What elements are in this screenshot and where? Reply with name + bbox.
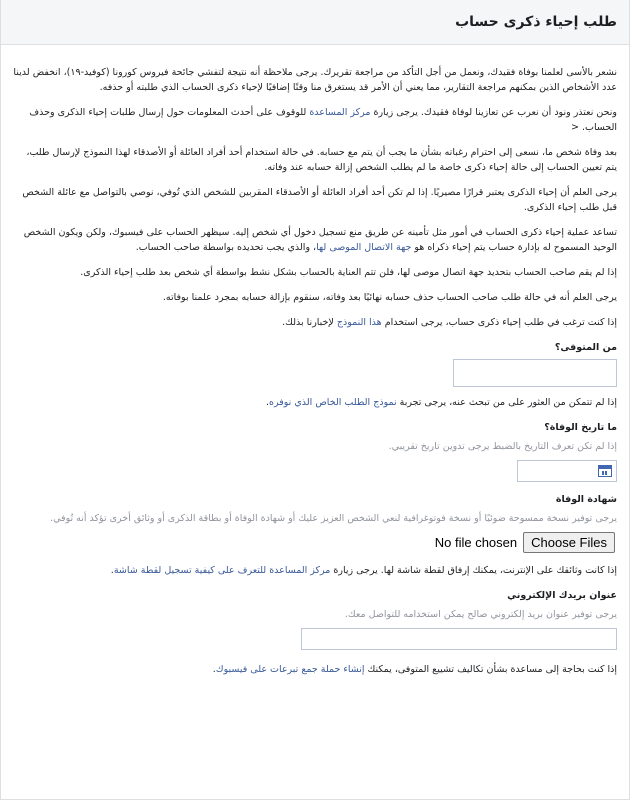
calendar-icon[interactable] [598,465,612,477]
intro-condolence: ونحن نعتذر ونود أن نعرب عن تعازينا لوفاة فقيدك. يرجى زيارة مركز المساعدة للوقوف على أحدث المعلومات حول إرسال طلبات إحياء الذكرى وحذف الحساب. < [29,107,617,133]
email-hint: يرجى توفير عنوان بريد إلكتروني صالح يمكن استخدامه للتواصل معك. [344,609,617,620]
death-date-hint: إذا لم تكن تعرف التاريخ بالضبط يرجى تدوين تاريخ تقريبي. [388,441,617,452]
special-request-form-link[interactable]: نموذج الطلب الخاص الذي نوفره [269,397,397,408]
deceased-label: من المتوفى؟ [554,342,617,353]
email-label: عنوان بريدك الإلكتروني [507,590,617,601]
file-status: No file chosen [434,535,518,550]
death-certificate-label: شهادة الوفاة [555,494,617,505]
file-upload [13,532,617,553]
legacy-contact-link[interactable]: جهة الاتصال الموصى لها [316,242,412,253]
intro-form-link: إذا كنت ترغب في طلب إحياء ذكرى حساب، يرجى استخدام هذا النموذج لإخبارنا بذلك. [282,317,617,328]
fundraiser-note: إذا كنت بحاجة إلى مساعدة بشأن تكاليف تشييع المتوفى، يمكنك إنشاء حملة جمع تبرعات على فيسبوك. [212,664,617,675]
death-certificate-hint: يرجى توفير نسخة ممسوحة ضوئيًا أو نسخة فوتوغرافية لنعي الشخص العزيز عليك أو شهادة الوفاة أو بطاقة الذكرى أو وثائق أخرى تؤكد أنه تُوفي. [50,513,617,524]
choose-files-button[interactable]: Choose Files [523,532,615,553]
help-center-link[interactable]: مركز المساعدة [309,107,371,118]
page-title: طلب إحياء ذكرى حساب [455,14,617,30]
screenshot-help-link[interactable]: مركز المساعدة للتعرف على كيفية تسجيل لقطة شاشة [113,565,331,576]
form-content [1,45,629,677]
page-header [1,0,629,45]
intro-deletion-note: يرجى العلم أنه في حالة طلب صاحب الحساب حذف حسابه نهائيًا بعد وفاته، سنقوم بإزالة حسابه بمجرد علمنا بوفاته. [162,292,617,303]
deceased-input[interactable] [453,359,617,387]
screenshot-note: إذا كانت وثائقك على الإنترنت، يمكنك إرفاق لقطة شاشة لها. يرجى زيارة مركز المساعدة للتعرف على كيفية تسجيل لقطة شاشة. [110,565,617,576]
death-date-label: ما تاريخ الوفاة؟ [544,422,617,433]
deceased-note: إذا لم تتمكن من العثور على من تبحث عنه، يرجى تجربة نموذج الطلب الخاص الذي نوفره. [265,397,617,408]
intro-wishes: بعد وفاة شخص ما، نسعى إلى احترام رغباته بشأن ما يجب أن يتم مع حسابه. في حالة استخدام أحد أفراد العائلة أو الأصدقاء لهذا النموذج لإرسال طلب، يتم تعيين الحساب إلى حالة إحياء ذكرى خاصة ما لم يطلب الشخص إزالة حسابه عند وفاته. [26,147,617,173]
this-form-link[interactable]: هذا النموذج [336,317,382,328]
intro-covid-notice: نشعر بالأسى لعلمنا بوفاة فقيدك، ونعمل من أجل التأكد من مراجعة تقريرك. يرجى ملاحظة أنه نتيجة لتفشي جائحة فيروس كورونا (كوفيد-١٩)، انخفض لدينا عدد الأشخاص الذين بمكنهم مراجعة التقارير، مما يعني أن الأمر قد يستغرق منا وقتًا إضافيًا لإحياء ذكرى الحساب الذي طلبته أو حذفه. [13,67,617,93]
intro-decision-note: يرجى العلم أن إحياء الذكرى يعتبر قرارًا مصيريًا. إذا لم تكن أحد أفراد العائلة أو الأصدقاء المقربين للشخص الذي تُوفي، نوصي بالتواصل مع عائلة الشخص قبل طلب إحياء الذكرى. [22,187,617,213]
intro-legacy-contact: تساعد عملية إحياء ذكرى الحساب في أمور مثل تأمينه عن طريق منع تسجيل دخول أي شخص إليه. سيظهر الحساب على فيسبوك، ولكن ويكون الشخص الوحيد المسموح له بإدارة حساب يتم إحياء ذكراه هو جهة الاتصال الموصى لها، والذي يجب تحديده بواسطة صاحب الحساب. [23,227,617,253]
intro-no-contact: إذا لم يقم صاحب الحساب بتحديد جهة اتصال موصى لها، فلن تتم العناية بالحساب بشكل نشط بواسطة أي شخص بعد طلب إحياء الذكرى. [80,267,617,278]
death-date-input[interactable] [517,460,617,482]
fundraiser-link[interactable]: إنشاء حملة جمع تبرعات على فيسبوك [215,664,365,675]
email-input[interactable] [301,628,617,650]
